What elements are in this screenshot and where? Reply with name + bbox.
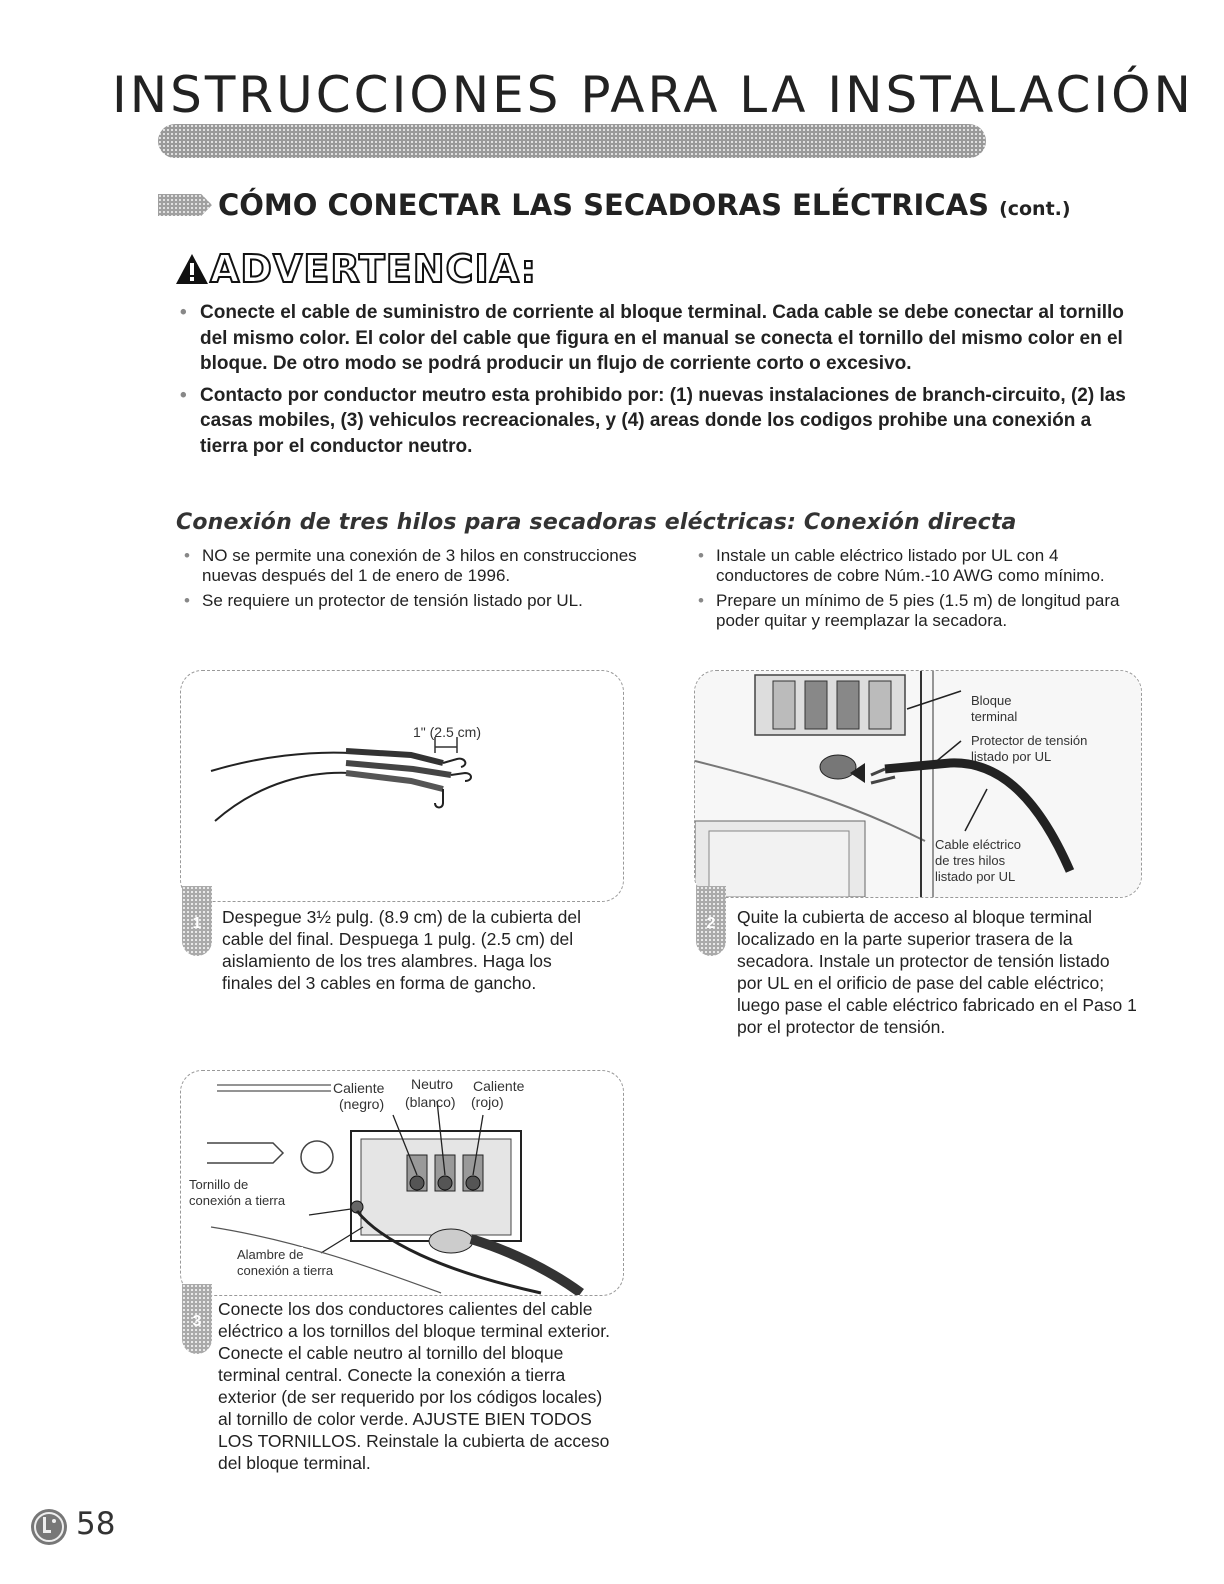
warning-triangle-icon — [174, 252, 210, 286]
subheading: Conexión de tres hilos para secadoras eléctricas: Conexión directa — [176, 510, 1017, 535]
list-item: • NO se permite una conexión de 3 hilos en construcciones nuevas después del 1 de enero de 1996. — [180, 546, 650, 586]
list-item: • Se requiere un protector de tensión listado por UL. — [180, 591, 650, 611]
right-bullet-list — [694, 546, 1154, 636]
protector-label-2: listado por UL — [971, 749, 1052, 764]
step-2-text: Quite la cubierta de acceso al bloque terminal localizado en la parte superior trasera de la secadora. Instale un protector de tensión listado por UL en el orificio de pase del cable eléctrico; luego pase el cable eléctrico fabricado en el Paso 1 por el protector de tensión. — [737, 907, 1137, 1037]
cable-label-2: de tres hilos — [935, 853, 1006, 868]
warning-item: • Contacto por conductor meutro esta prohibido por: (1) nuevas instalaciones de branch-circuito, (2) las casas mobiles, (3) vehiculos recreacionales, y (4) areas donde los codigos prohibe una conexión a tierra por el conductor neutro. — [178, 383, 1138, 460]
ground-screw-label-2: conexión a tierra — [189, 1193, 286, 1208]
section-title-cont: (cont.) — [999, 198, 1071, 220]
terminal-label-2: terminal — [971, 709, 1018, 724]
list-item: • Instale un cable eléctrico listado por UL con 4 conductores de cobre Núm.-10 AWG como mínimo. — [694, 546, 1154, 586]
warning-label: ADVERTENCIA: — [210, 247, 537, 291]
section-title-text: CÓMO CONECTAR LAS SECADORAS ELÉCTRICAS — [218, 188, 989, 222]
cable-illustration — [181, 671, 623, 901]
lg-logo-icon — [30, 1508, 68, 1546]
figure-wire-connection — [180, 1070, 624, 1296]
neutral-wire-color: (blanco) — [405, 1094, 456, 1110]
warning-item: • Conecte el cable de suministro de corriente al bloque terminal. Cada cable se debe conectar al tornillo del mismo color. El color del cable que figura en el manual se conecta el tornillo del mismo color en el bloque. De otro modo se podrá producir un flujo de corriente corto o excesivo. — [178, 300, 1138, 377]
terminal-block-illustration — [695, 671, 1141, 897]
terminal-label-1: Bloque — [971, 693, 1012, 708]
figure-terminal-block — [694, 670, 1142, 898]
page-number: 58 — [76, 1506, 116, 1542]
hot-wire-1-color: (negro) — [339, 1096, 385, 1112]
step-3-text: Conecte los dos conductores calientes del cable eléctrico a los tornillos del bloque terminal exterior. Conecte el cable neutro al tornillo del bloque terminal central. Conecte la conexión a tierra exterior (de ser requerido por los códigos locales) al tornillo de color verde. AJUSTE BIEN TODOS LOS TORNILLOS. Reinstale la cubierta de acceso del bloque terminal. — [218, 1299, 610, 1473]
hot-wire-2-color: (rojo) — [471, 1094, 504, 1110]
section-title — [218, 188, 1071, 222]
figure-stripped-cable — [180, 670, 624, 902]
dimension-label: 1" (2.5 cm) — [413, 724, 481, 740]
step-number: 3 — [192, 1313, 202, 1330]
page-title: INSTRUCCIONES PARA LA INSTALACIÓN — [112, 66, 1194, 124]
step-number: 1 — [192, 915, 202, 932]
step-badge-3 — [182, 1284, 212, 1354]
section-arrow-icon — [158, 194, 212, 216]
left-bullet-list — [180, 546, 650, 616]
hot-wire-1-label: Caliente — [333, 1080, 385, 1096]
warning-list — [178, 300, 1138, 465]
list-item: • Prepare un mínimo de 5 pies (1.5 m) de longitud para poder quitar y reemplazar la secadora. — [694, 591, 1154, 631]
step-1-text: Despegue 3½ pulg. (8.9 cm) de la cubierta del cable del final. Despuega 1 pulg. (2.5 cm) del aislamiento de los tres alambres. Haga los finales del 3 cables en forma de gancho. — [222, 907, 581, 993]
title-bar-decoration — [158, 124, 986, 158]
cable-label-1: Cable eléctrico — [935, 837, 1021, 852]
step-badge-2 — [696, 886, 726, 956]
step-number: 2 — [706, 915, 716, 932]
ground-wire-label-2: conexión a tierra — [237, 1263, 334, 1278]
warning-heading — [174, 247, 537, 291]
ground-wire-label-1: Alambre de — [237, 1247, 304, 1262]
protector-label-1: Protector de tensión — [971, 733, 1088, 748]
hot-wire-2-label: Caliente — [473, 1078, 525, 1094]
cable-label-3: listado por UL — [935, 869, 1016, 884]
step-badge-1 — [182, 886, 212, 956]
neutral-wire-label: Neutro — [411, 1076, 454, 1092]
ground-screw-label-1: Tornillo de — [189, 1177, 249, 1192]
